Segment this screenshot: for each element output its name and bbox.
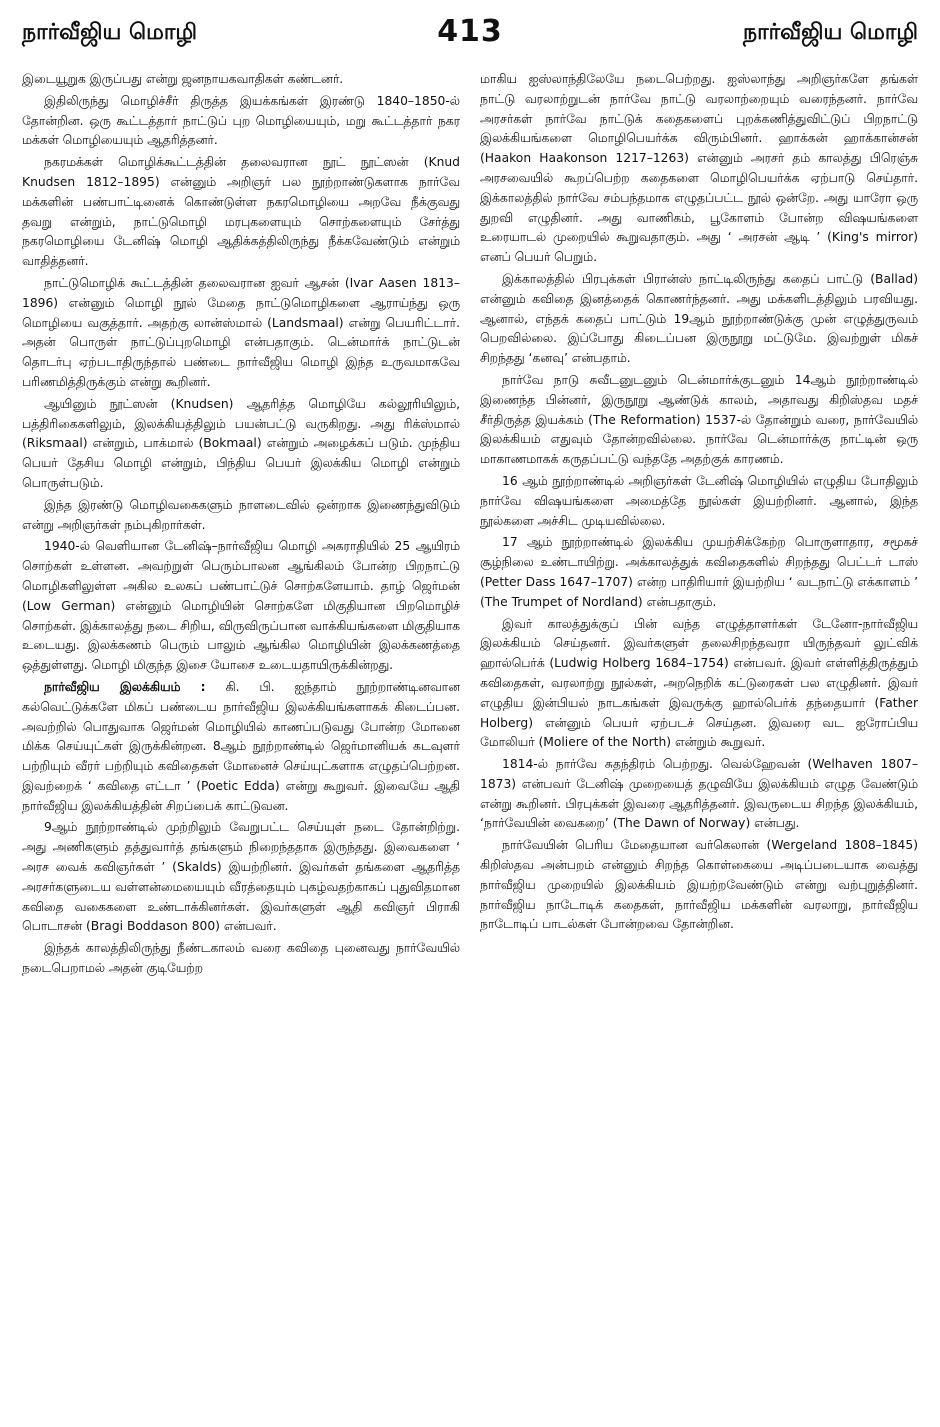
running-head-right: நார்வீஜிய மொழி — [742, 20, 918, 45]
page-number: 413 — [437, 14, 503, 49]
paragraph-text: கி. பி. ஐந்தாம் நூற்றாண்டினவான கல்வெட்டுக்களே மிகப் பண்டைய நார்வீஜிய இலக்கியங்களாகக் கிடைப்பன. அவற்றில் பொதுவாக ஜெர்மன் மொழியில் காணப்படுவது போன்ற மோனை மிக்க செய்யுட்கள் இருக்கின்றன. 8ஆம் நூற்றாண்டில் ஜெர்மானியக் கடவுளர் பற்றியும் வீரர் பற்றியும் கவிதைகள் மோனைச் செய்யுட்களாக எழுதப்பெற்றன. இவற்றைக் ‘ கவிதை எட்டா ’ (Poetic Edda) என்று கூறுவர். இவையே ஆதி நார்வீஜிய இலக்கியத்தின் சிறப்பைக் காட்டுவன. — [22, 679, 460, 813]
paragraph-text: இக்காலத்தில் பிரபுக்கள் பிரான்ஸ் நாட்டிலிருந்து கதைப் பாட்டு (Ballad) என்னும் கவிதை இனத்தைக் கொணர்ந்தனர். அது மக்களிடத்திலும் பரவியது. ஆனால், எந்தக் கதைப் பாட்டும் 19ஆம் நூற்றாண்டுக்கு முன் எழுத்துருவம் பெறவில்லை. இப்போது கிடைப்பன இருநூறு மட்டுமே. இவற்றுள் மிகச் சிறந்தது ‘கனவு’ என்பதாம். — [480, 271, 918, 366]
running-head-left: நார்வீஜிய மொழி — [22, 20, 198, 45]
paragraph — [22, 939, 460, 979]
left-column — [22, 70, 460, 1417]
section-heading: நார்வீஜிய இலக்கியம் : — [44, 679, 206, 694]
paragraph — [22, 496, 460, 536]
paragraph — [22, 678, 460, 817]
page-header — [22, 14, 918, 58]
paragraph — [480, 755, 918, 834]
paragraph — [480, 270, 918, 369]
paragraph-text: 9ஆம் நூற்றாண்டில் முற்றிலும் வேறுபட்ட செய்யுள் நடை தோன்றிற்று. அது அணிகளும் தத்துவார்த் தங்களும் நிறைந்ததாக இருந்தது. இவைகளை ‘ அரச வைக் கவிஞர்கள் ’ (Skalds) இயற்றினர். இவர்கள் தங்களை ஆதரித்த அரசர்களுடைய வள்ளன்மையையும் வீரத்தையும் புகழ்வதற்காகப் புதுவிதமான கவிதை வகைகளை உண்டாக்கினர்கள். இவர்களுள் ஆதி கவிஞர் பிராகி பொடாசன் (Bragi Boddason 800) என்பவர். — [22, 820, 460, 934]
paragraph — [480, 533, 918, 612]
right-column — [480, 70, 918, 1417]
paragraph-text: இடையூறுக இருப்பது என்று ஜனநாயகவாதிகள் கண்டனர். — [22, 72, 344, 86]
paragraph-text: நகரமக்கள் மொழிக்கூட்டத்தின் தலைவரான நூட் நூட்ஸன் (Knud Knudsen 1812–1895) என்னும் அறிஞர் பல நூற்றாண்டுகளாக நார்வே மக்களின் பண்பாட்டினைக் கொண்டுள்ள நகரமொழியை அறவே நீக்குவது தவறு என்றும், நாட்டுமொழி மரபுகளையும் சொற்களையும் சேர்த்து நகரமொழியை டேனிஷ் மொழி ஆதிக்கத்திலிருந்து நீக்கவேண்டும் என்றும் வாதித்தனர். — [22, 155, 460, 269]
paragraph — [480, 836, 918, 935]
paragraph-text: மாகிய ஐஸ்லாந்திலேயே நடைபெற்றது. ஐஸ்லாந்து அறிஞர்களே தங்கள் நாட்டு வரலாற்றுடன் நார்வே நாட்டு வரலாற்றையும் வரைந்தனர். நார்வே அரசர்கள் நார்வே நாட்டுக் கதைகளைப் புறக்கணித்துவிட்டுப் பிறநாட்டு இலக்கியங்களை மொழிபெயர்க்க விரும்பினர். ஹாக்கன் ஹாக்கான்சன் (Haakon Haakonson 1217–1263) என்னும் அரசர் தம் காலத்து பிரெஞ்சு அரசவையில் கூறப்பெற்ற கதைகளை மொழிபெயர்க்க ஏற்பாடு செய்தார். இக்காலத்தில் நார்வே சம்பந்தமாக எழுதப்பட்ட நூல் ஒன்றே. அது யாரோ ஒரு துறவி எழுதினர். அது வாணிகம், பூகோளம் போன்ற விஷயங்களை உரையாடல் முறையில் கூறுவதாகும். அது ‘ அரசன் ஆடி ’ (King's mirror) எனப் பெயர் பெறும். — [480, 72, 918, 265]
paragraph-text: இதிலிருந்து மொழிச்சீர் திருத்த இயக்கங்கள் இரண்டு 1840–1850-ல் தோன்றின. ஒரு கூட்டத்தார் நாட்டுப் புற மொழியையும், மறு கூட்டத்தார் நகர மக்கள் மொழியையும் ஆதரித்தனர். — [22, 93, 460, 148]
paragraph-text: இவர் காலத்துக்குப் பின் வந்த எழுத்தாளர்கள் டேனோ-நார்வீஜிய இலக்கியம் செய்தனர். இவர்களுள் தலைசிறந்தவரா யிருந்தவர் லுட்விக் ஹால்பெர்க் (Ludwig Holberg 1684–1754) என்பவர். இவர் எள்ளித்திருத்தும் கவிதைகள், வரலாற்று நூல்கள், அறநெறிக் கட்டுரைகள் பல எழுதினர். இவர் எழுதிய இன்பியல் நாடகங்கள் இவருக்கு ஹால்பெர்க் தந்தையார் (Father Holberg) என்னும் பெயர் ஏற்படச் செய்தன. இவரை வட ஐரோப்பிய மோலியர் (Moliere of the North) என்றும் கூறுவர். — [480, 616, 918, 750]
paragraph — [22, 92, 460, 151]
paragraph — [22, 537, 460, 676]
paragraph — [22, 274, 460, 393]
paragraph-text: ஆயினும் நூட்ஸன் (Knudsen) ஆதரித்த மொழியே கல்லூரியிலும், பத்திரிகைகளிலும், இலக்கியத்திலும் பயன்பட்டு வருகிறது. அது ரிக்ஸ்மால் (Riksmaal) என்றும், பாக்மால் (Bokmaal) என்றும் அழைக்கப் படும். முந்திய பெயர் தேசிய மொழி என்றும், பிந்திய பெயர் இலக்கிய மொழி என்றும் பொருள்படும். — [22, 396, 460, 490]
paragraph-text: நார்வே நாடு சுவீடனுடனும் டென்மார்க்குடனும் 14ஆம் நூற்றாண்டில் இணைந்த பின்னர், இருநூறு ஆண்டுக் காலம், அதாவது கிறிஸ்தவ மதச் சீர்திருத்த இயக்கம் (The Reformation) 1537-ல் தோன்றும் வரை, நார்வேயில் இலக்கியம் எதுவும் தோன்றவில்லை. நார்வே டென்மார்க்கு நாட்டின் ஒரு மாகாணமாகக் கருதப்பட்டு வந்ததே அதற்குக் காரணம். — [480, 372, 918, 467]
paragraph — [22, 70, 460, 90]
paragraph — [480, 472, 918, 531]
paragraph-text: நாட்டுமொழிக் கூட்டத்தின் தலைவரான ஐவர் ஆசன் (Ivar Aasen 1813–1896) என்னும் மொழி நூல் மேதை நாட்டுமொழிகளை ஆராய்ந்து ஒரு மொழியை வகுத்தார். அதற்கு லான்ஸ்மால் (Landsmaal) என்று பெயரிட்டார். அதன் பொருள் நாட்டுப்புறமொழி என்பதாகும். டென்மார்க் நாட்டுடன் தொடர்பு ஏற்படாதிருந்தால் பண்டை நார்வீஜிய மொழி இந்த உருவமாகவே பரிணமித்திருக்கும் என்று கூறினர். — [22, 275, 460, 389]
paragraph-text: 1814-ல் நார்வே சுதந்திரம் பெற்றது. வெல்ஹேவன் (Welhaven 1807–1873) என்பவர் டேனிஷ் முறையைத் தழுவியே இலக்கியம் எழுத வேண்டும் என்று கூறினர். பிரபுக்கள் இவரை ஆதரித்தனர். இவருடைய சிறந்த இலக்கியம், ‘நார்வேயின் வைகறை’ (The Dawn of Norway) என்பது. — [480, 757, 918, 831]
paragraph — [22, 153, 460, 272]
paragraph-text: இந்தக் காலத்திலிருந்து நீண்டகாலம் வரை கவிதை புனைவது நார்வேயில் நடைபெறாமல் அதன் குடியேற்ற — [22, 941, 460, 976]
paragraph-text: நார்வேயின் பெரிய மேதையான வர்கெலான் (Wergeland 1808–1845) கிறிஸ்தவ அன்பறம் என்னும் சிறந்த கொள்கையை அடிப்படையாக வைத்து நார்வீஜிய முறையில் இலக்கியம் இயற்றவேண்டும் என்று வற்புறுத்தினர். நார்வீஜிய நாடோடிக் கதைகள், நார்வீஜிய மக்களின் வரலாறு, நார்வீஜிய நாடோடிப் பாடல்கள் போன்றவை தோன்றின. — [480, 838, 918, 932]
paragraph — [22, 818, 460, 937]
paragraph — [480, 615, 918, 754]
paragraph-text: 16 ஆம் நூற்றாண்டில் அறிஞர்கள் டேனிஷ் மொழியில் எழுதிய போதிலும் நார்வே விஷயங்களை அமைத்தே நூல்கள் இயற்றினர். ஆனால், இந்த நூல்களை அச்சிட முடியவில்லை. — [480, 473, 918, 528]
paragraph-text: 1940-ல் வெளியான டேனிஷ்–நார்வீஜிய மொழி அகராதியில் 25 ஆயிரம் சொற்கள் உள்ளன. அவற்றுள் பெரும்பாலன ஆங்கிலம் போன்ற பிறநாட்டு மொழிகளிலுள்ள அகில உலகப் பண்பாட்டுச் சொற்களேயாம். தாழ் ஜெர்மன் (Low German) என்னும் மொழியின் சொற்களே மிகுதியான பிறமொழிச் சொற்கள். இக்காலத்து நடை சிறிய, விருவிருப்பான வாக்கியங்களை மிகுதியாக உடையது. இலக்கணம் பெரும் பாலும் ஆங்கில மொழியின் இலக்கணத்தை ஒத்துள்ளது. மொழி மிகுந்த இசை யோசை உடையதாயிருக்கின்றது. — [22, 539, 460, 673]
paragraph-text: 17 ஆம் நூற்றாண்டில் இலக்கிய முயற்சிக்கேற்ற பொருளாதார, சமூகச் சூழ்நிலை உண்டாயிற்று. அக்காலத்துக் கவிதைகளில் சிறந்தது பெட்டர் டாஸ் (Petter Dass 1647–1707) என்ற பாதிரியார் இயற்றிய ‘ வடநாட்டு எக்காளம் ’ (The Trumpet of Nordland) என்பதாகும். — [480, 535, 918, 609]
paragraph — [480, 70, 918, 268]
paragraph — [22, 395, 460, 494]
paragraph — [480, 371, 918, 470]
paragraph-text: இந்த இரண்டு மொழிவகைகளும் நாளடைவில் ஒன்றாக இணைந்துவிடும் என்று அறிஞர்கள் நம்புகிறார்கள். — [22, 497, 460, 532]
